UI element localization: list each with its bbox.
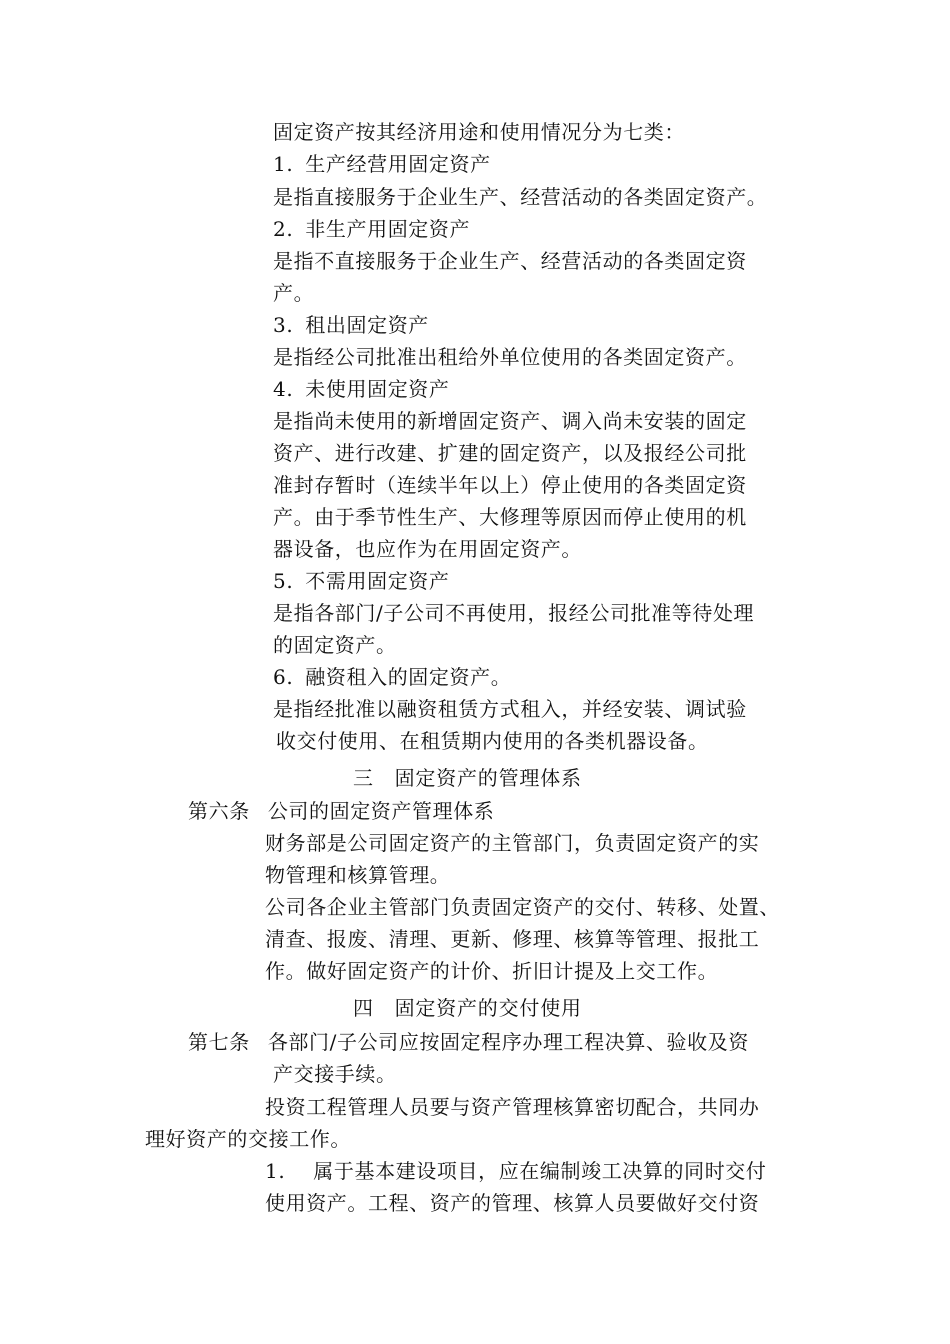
paragraph-line: 物管理和核算管理。 (265, 863, 451, 887)
category-number: 3. (273, 313, 294, 337)
paragraph-line: 清查、报废、清理、更新、修理、核算等管理、报批工 (265, 927, 760, 951)
item-1-line: 使用资产。工程、资产的管理、核算人员要做好交付资 (265, 1191, 760, 1215)
category-2-desc-line: 产。 (273, 281, 315, 305)
intro-text: 固定资产按其经济用途和使用情况分为七类： (273, 120, 685, 144)
category-4-title (273, 375, 450, 403)
category-number: 6. (273, 665, 294, 689)
item-1-line (265, 1157, 767, 1185)
category-number: 4. (273, 377, 294, 401)
category-number: 1. (273, 152, 294, 176)
category-3-title (273, 311, 429, 339)
article-number: 第六条 (188, 799, 250, 823)
paragraph-line: 公司各企业主管部门负责固定资产的交付、转移、处置、 (265, 895, 780, 919)
category-1-desc-line: 是指直接服务于企业生产、经营活动的各类固定资产。 (273, 185, 768, 209)
paragraph-line: 财务部是公司固定资产的主管部门，负责固定资产的实 (265, 831, 760, 855)
item-text: 属于基本建设项目，应在编制竣工决算的同时交付 (313, 1159, 767, 1183)
category-2-desc-line: 是指不直接服务于企业生产、经营活动的各类固定资 (273, 249, 747, 273)
category-4-desc-line: 准封存暂时（连续半年以上）停止使用的各类固定资 (273, 473, 747, 497)
category-title-text: 非生产用固定资产 (305, 217, 471, 241)
article-title-text: 各部门/子公司应按固定程序办理工程决算、验收及资 (267, 1030, 749, 1054)
article-6-title (188, 797, 494, 825)
category-number: 5. (273, 569, 294, 593)
paragraph-line: 理好资产的交接工作。 (145, 1127, 351, 1151)
article-number: 第七条 (188, 1030, 250, 1054)
item-number: 1. (265, 1159, 286, 1183)
category-5-desc-line: 是指各部门/子公司不再使用，报经公司批准等待处理 (273, 601, 755, 625)
category-4-desc-line: 产。由于季节性生产、大修理等原因而停止使用的机 (273, 505, 747, 529)
category-4-desc-line: 器设备，也应作为在用固定资产。 (273, 537, 582, 561)
article-7-title (188, 1028, 749, 1056)
paragraph-line: 投资工程管理人员要与资产管理核算密切配合，共同办 (265, 1095, 760, 1119)
category-6-title (273, 663, 511, 691)
category-6-desc-line: 是指经批准以融资租赁方式租入，并经安装、调试验 (273, 697, 747, 721)
category-number: 2. (273, 217, 294, 241)
category-title-text: 生产经营用固定资产 (305, 152, 491, 176)
article-7-continuation: 产交接手续。 (273, 1062, 397, 1086)
category-5-desc-line: 的固定资产。 (273, 633, 397, 657)
category-5-title (273, 567, 450, 595)
category-4-desc-line: 资产、进行改建、扩建的固定资产，以及报经公司批 (273, 441, 747, 465)
category-title-text: 融资租入的固定资产。 (305, 665, 512, 689)
category-6-desc-line: 收交付使用、在租赁期内使用的各类机器设备。 (276, 729, 709, 753)
category-title-text: 未使用固定资产 (305, 377, 450, 401)
category-3-desc-line: 是指经公司批准出租给外单位使用的各类固定资产。 (273, 345, 747, 369)
category-4-desc-line: 是指尚未使用的新增固定资产、调入尚未安装的固定 (273, 409, 747, 433)
section-heading: 三 固定资产的管理体系 (353, 766, 582, 790)
paragraph-line: 作。做好固定资产的计价、折旧计提及上交工作。 (265, 959, 719, 983)
article-title-text: 公司的固定资产管理体系 (267, 799, 495, 823)
category-1-title (273, 150, 491, 178)
category-title-text: 租出固定资产 (305, 313, 429, 337)
category-2-title (273, 215, 470, 243)
section-heading: 四 固定资产的交付使用 (353, 996, 582, 1020)
category-title-text: 不需用固定资产 (305, 569, 450, 593)
